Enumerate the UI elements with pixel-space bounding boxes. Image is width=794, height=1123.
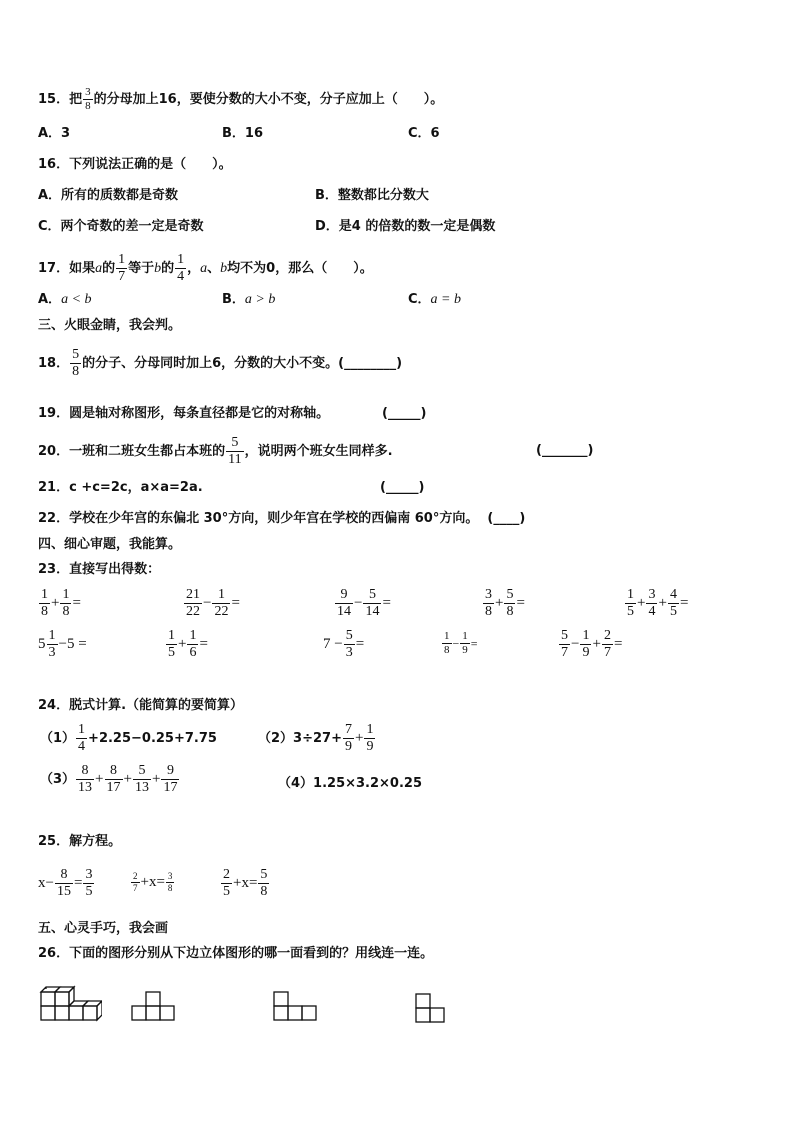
- q23-title: 23．直接写出得数：: [38, 562, 161, 577]
- q24-part-3: （3） $\frac{8}{13}$ + $\frac{8}{17}$ + $\frac{5}{13}$ + $\frac{9}{17}$: [40, 763, 178, 795]
- q23-item-6: 5 $\frac{1}{3}$ −5 =: [38, 628, 87, 660]
- q16-option-b: B．整数都比分数大: [315, 188, 429, 203]
- q23-item-9: $\frac{1}{8}$ − $\frac{1}{9}$ =: [444, 630, 478, 656]
- q20-fraction: $\frac{5}{11}$: [228, 435, 242, 467]
- question-18: 18． $\frac{5}{8}$ 的分子、分母同时加上6，分数的大小不变。(________): [38, 347, 403, 379]
- q17-text-1: 17．如果: [38, 261, 96, 276]
- q17-option-c: C．a = b: [408, 292, 461, 307]
- q23-item-8: 7 − $\frac{5}{3}$ =: [323, 628, 365, 660]
- section-4-heading: 四、细心审题，我能算。: [38, 537, 182, 552]
- q17-var-a: a: [95, 261, 103, 276]
- q15-option-b: B．16: [222, 126, 263, 141]
- q16-option-d: D．是4 的倍数的数一定是偶数: [315, 219, 496, 234]
- q23-item-10: $\frac{5}{7}$ − $\frac{1}{9}$ + $\frac{2}{7}$ =: [561, 628, 623, 660]
- q15-pre: 把: [69, 92, 83, 107]
- q23-item-2: $\frac{21}{22}$ − $\frac{1}{22}$ =: [186, 587, 240, 619]
- section-3-heading: 三、火眼金睛，我会判。: [38, 318, 182, 333]
- q17-text-end: 均不为0，那么（ ）。: [227, 261, 373, 276]
- q24-part-4: （4）1.25×3.2×0.25: [278, 776, 423, 791]
- question-16: 16．下列说法正确的是（ ）。: [38, 157, 232, 172]
- q23-item-3: $\frac{9}{14}$ − $\frac{5}{14}$ =: [337, 587, 391, 619]
- question-21: 21．c +c=2c，a×a=2a.: [38, 480, 203, 495]
- q17-fraction-1: $\frac{1}{7}$: [118, 252, 126, 284]
- q23-item-4: $\frac{3}{8}$ + $\frac{5}{8}$ =: [485, 587, 525, 619]
- view-shape-1: [130, 990, 178, 1024]
- q15-fraction: $\frac{3}{8}$: [85, 86, 91, 112]
- q18-answer-blank[interactable]: (________): [338, 356, 403, 371]
- question-17: 17．如果a的 $\frac{1}{7}$ 等于b的 $\frac{1}{4}$ ，a、b均不为0，那么（ ）。: [38, 252, 373, 284]
- q23-item-1: $\frac{1}{8}$ + $\frac{1}{8}$ =: [41, 587, 81, 619]
- view-shape-2: [272, 990, 320, 1024]
- question-15: [38, 87, 443, 112]
- q24-part-1: （1） $\frac{1}{4}$ +2.25−0.25+7.75: [40, 722, 217, 754]
- q23-item-5: $\frac{1}{5}$ + $\frac{3}{4}$ + $\frac{4}{5}$ =: [627, 587, 689, 619]
- q17-text-3: 等于: [128, 261, 155, 276]
- q21-answer-blank[interactable]: (_____): [380, 480, 425, 495]
- q24-title: 24．脱式计算.（能简算的要简算）: [38, 698, 244, 713]
- q17-option-b: B．a > b: [222, 292, 276, 307]
- q17-var-b: b: [154, 261, 162, 276]
- q17-text-4: 的: [161, 261, 175, 276]
- q20-answer-blank[interactable]: (_______): [536, 443, 594, 458]
- question-26: 26．下面的图形分别从下边立体图形的哪一面看到的？用线连一连。: [38, 946, 434, 961]
- q25-equation-1: x− $\frac{8}{15}$ = $\frac{3}{5}$: [38, 867, 93, 899]
- q16-option-c: C．两个奇数的差一定是奇数: [38, 219, 204, 234]
- question-22: 22．学校在少年宫的东偏北 30°方向，则少年宫在学校的西偏南 60°方向。 (____): [38, 511, 526, 526]
- q15-option-a: A．3: [38, 126, 71, 141]
- q19-answer-blank[interactable]: (_____): [382, 406, 427, 421]
- q23-item-7: $\frac{1}{5}$ + $\frac{1}{6}$ =: [168, 628, 208, 660]
- q25-equation-2: $\frac{2}{7}$ +x= $\frac{3}{8}$: [133, 871, 173, 893]
- q17-fraction-2: $\frac{1}{4}$: [177, 252, 185, 284]
- q15-text: 的分母加上16，要使分数的大小不变，分子应加上（ ）。: [93, 92, 444, 107]
- q22-answer-blank[interactable]: (____): [487, 511, 526, 526]
- q18-text: 的分子、分母同时加上6，分数的大小不变。: [82, 356, 339, 371]
- q25-title: 25．解方程。: [38, 834, 122, 849]
- question-20: 20．一班和二班女生都占本班的 $\frac{5}{11}$ ，说明两个班女生同样多.: [38, 435, 393, 467]
- q24-part-2: （2）3÷27+ $\frac{7}{9}$ + $\frac{1}{9}$: [258, 722, 374, 754]
- q15-number: 15．: [38, 92, 70, 107]
- q17-option-a: A．a < b: [38, 292, 92, 307]
- q18-fraction: $\frac{5}{8}$: [72, 347, 80, 379]
- view-shape-3: [414, 990, 448, 1028]
- q17-text-2: 的: [102, 261, 116, 276]
- q15-option-c: C．6: [408, 126, 440, 141]
- question-19: 19．圆是轴对称图形，每条直径都是它的对称轴。: [38, 406, 330, 421]
- q16-option-a: A．所有的质数都是奇数: [38, 188, 179, 203]
- cube-stack-3d-figure: [38, 982, 102, 1024]
- q25-equation-3: $\frac{2}{5}$ +x= $\frac{5}{8}$: [223, 867, 268, 899]
- section-5-heading: 五、心灵手巧，我会画: [38, 921, 169, 936]
